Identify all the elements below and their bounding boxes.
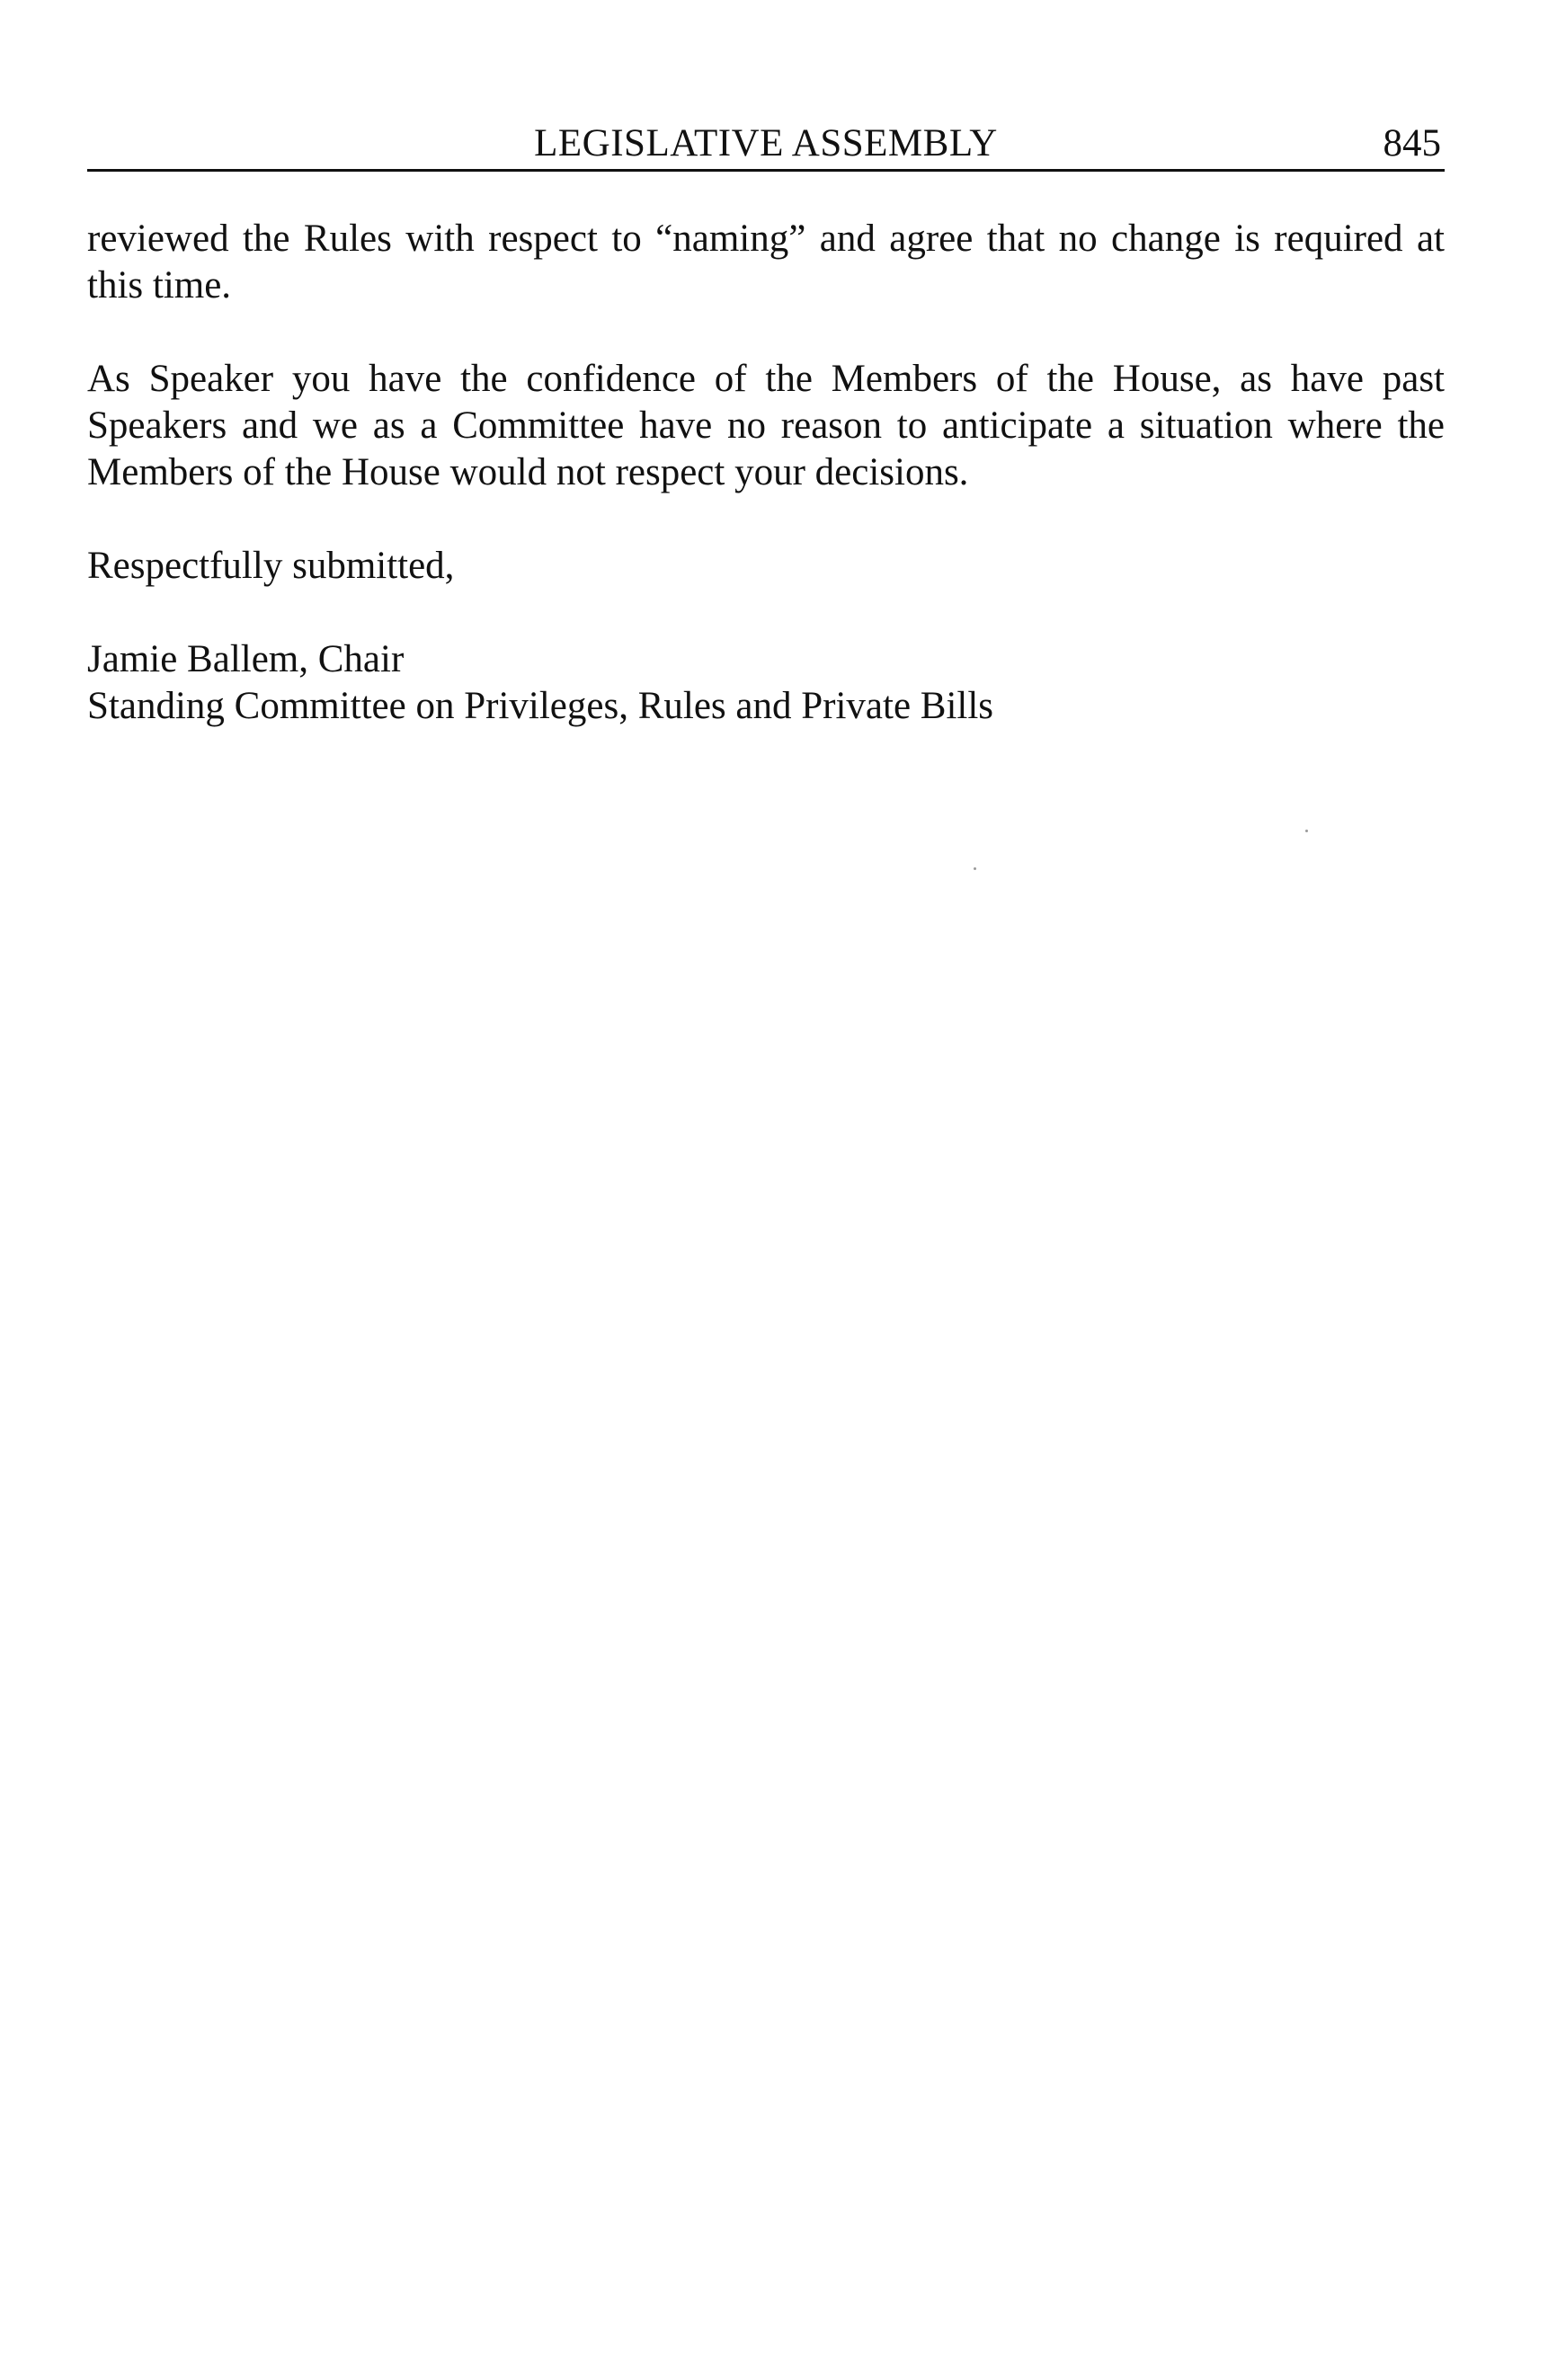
paragraph-continuation: reviewed the Rules with respect to “naming” and agree that no change is required at this time. [87,218,1445,306]
running-header [87,119,1445,172]
committee-name: Standing Committee on Privileges, Rules and Private Bills [87,685,994,727]
scan-speck [1305,830,1308,832]
signature-block [87,636,1445,730]
scan-speck [974,867,976,870]
paragraph-speaker-confidence: As Speaker you have the confidence of the Members of the House, as have past Speakers and we as a Committee have no reason to anticipate a situation where the Members of the House would not respect your decisions. [87,358,1445,493]
page-number: 845 [1383,122,1441,164]
closing-line: Respectfully submitted, [87,545,455,587]
running-title: LEGISLATIVE ASSEMBLY [534,122,998,164]
signatory-name: Jamie Ballem, Chair [87,638,405,680]
body-text [87,216,1445,730]
